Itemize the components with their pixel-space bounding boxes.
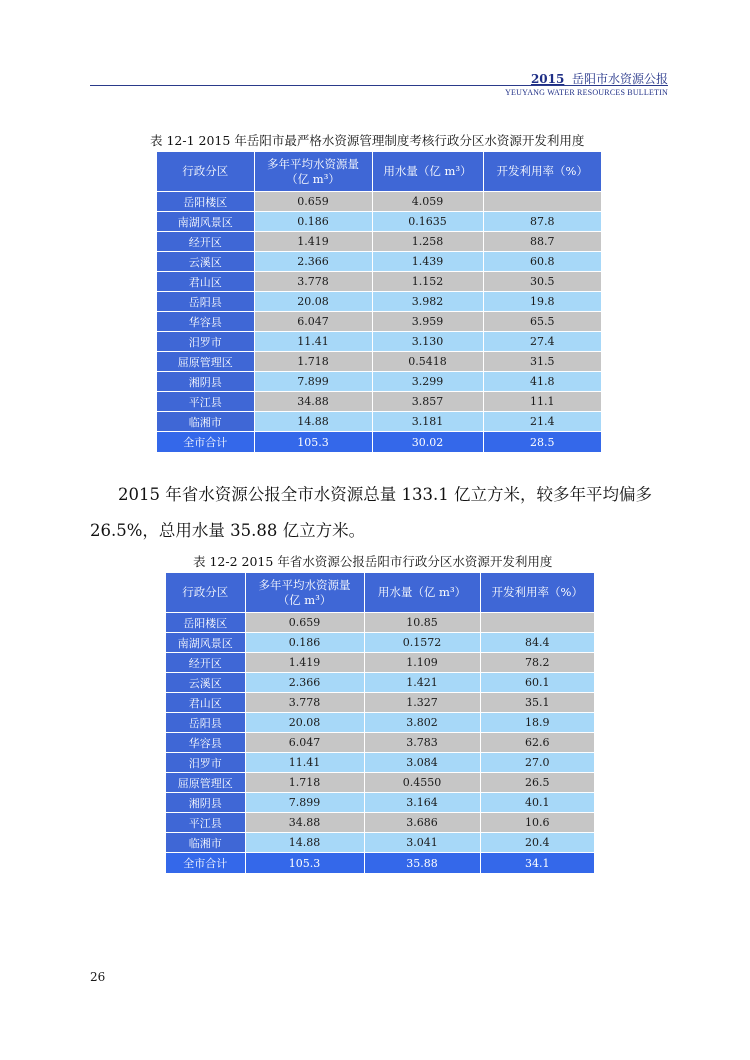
district-name-cell: 汨罗市 — [166, 753, 245, 773]
value-cell: 2.366 — [254, 252, 372, 272]
table-header-row — [157, 152, 601, 192]
table-row — [166, 773, 594, 793]
value-cell: 65.5 — [483, 312, 601, 332]
body-paragraph-line1: 2015 年省水资源公报全市水资源总量 133.1 亿立方米，较多年平均偏多 — [118, 485, 652, 504]
district-name-cell: 湘阴县 — [166, 793, 245, 813]
district-name-cell: 云溪区 — [157, 252, 254, 272]
value-cell: 0.186 — [245, 633, 364, 653]
value-cell: 34.88 — [254, 392, 372, 412]
value-cell: 2.366 — [245, 673, 364, 693]
column-header: 开发利用率（%） — [480, 573, 594, 613]
value-cell: 1.258 — [372, 232, 483, 252]
value-cell: 14.88 — [245, 833, 364, 853]
value-cell: 0.1635 — [372, 212, 483, 232]
value-cell: 62.6 — [480, 733, 594, 753]
value-cell: 1.419 — [254, 232, 372, 252]
column-header: 用水量（亿 m³） — [372, 152, 483, 192]
table-row — [157, 312, 601, 332]
value-cell: 1.419 — [245, 653, 364, 673]
value-cell: 0.186 — [254, 212, 372, 232]
district-name-cell: 华容县 — [166, 733, 245, 753]
value-cell: 27.0 — [480, 753, 594, 773]
value-cell: 88.7 — [483, 232, 601, 252]
value-cell: 40.1 — [480, 793, 594, 813]
value-cell — [480, 613, 594, 633]
table-row — [166, 653, 594, 673]
column-header: 用水量（亿 m³） — [364, 573, 480, 613]
value-cell: 11.1 — [483, 392, 601, 412]
value-cell: 4.059 — [372, 192, 483, 212]
value-cell: 3.164 — [364, 793, 480, 813]
value-cell: 84.4 — [480, 633, 594, 653]
table-row — [166, 613, 594, 633]
value-cell: 3.959 — [372, 312, 483, 332]
table-row — [157, 272, 601, 292]
district-name-cell: 南湖风景区 — [157, 212, 254, 232]
value-cell: 1.421 — [364, 673, 480, 693]
value-cell: 0.5418 — [372, 352, 483, 372]
table-row — [166, 633, 594, 653]
total-value-cell: 35.88 — [364, 853, 480, 874]
value-cell: 19.8 — [483, 292, 601, 312]
value-cell: 20.08 — [254, 292, 372, 312]
value-cell: 10.85 — [364, 613, 480, 633]
value-cell: 26.5 — [480, 773, 594, 793]
table-row — [157, 252, 601, 272]
table-row — [166, 693, 594, 713]
table1-caption: 表 12-1 2015 年岳阳市最严格水资源管理制度考核行政分区水资源开发利用度 — [150, 133, 585, 148]
district-name-cell: 华容县 — [157, 312, 254, 332]
value-cell: 78.2 — [480, 653, 594, 673]
district-name-cell: 云溪区 — [166, 673, 245, 693]
value-cell: 3.130 — [372, 332, 483, 352]
value-cell: 3.857 — [372, 392, 483, 412]
value-cell: 14.88 — [254, 412, 372, 432]
value-cell: 6.047 — [254, 312, 372, 332]
district-name-cell: 汨罗市 — [157, 332, 254, 352]
table-row — [157, 232, 601, 252]
value-cell: 3.181 — [372, 412, 483, 432]
table-row — [157, 372, 601, 392]
value-cell: 60.1 — [480, 673, 594, 693]
value-cell: 20.08 — [245, 713, 364, 733]
table-row — [166, 713, 594, 733]
value-cell: 31.5 — [483, 352, 601, 372]
value-cell: 3.299 — [372, 372, 483, 392]
table2-caption: 表 12-2 2015 年省水资源公报岳阳市行政分区水资源开发利用度 — [193, 554, 553, 569]
value-cell: 11.41 — [254, 332, 372, 352]
total-label-cell: 全市合计 — [157, 432, 254, 453]
value-cell: 3.084 — [364, 753, 480, 773]
column-header: 多年平均水资源量 （亿 m³） — [245, 573, 364, 613]
value-cell: 1.718 — [245, 773, 364, 793]
table1 — [157, 152, 601, 453]
table-row — [166, 793, 594, 813]
value-cell: 21.4 — [483, 412, 601, 432]
column-header: 开发利用率（%） — [483, 152, 601, 192]
district-name-cell: 临湘市 — [166, 833, 245, 853]
value-cell: 1.327 — [364, 693, 480, 713]
value-cell: 18.9 — [480, 713, 594, 733]
table-row — [157, 352, 601, 372]
table-total-row — [166, 853, 594, 874]
district-name-cell: 君山区 — [157, 272, 254, 292]
value-cell: 7.899 — [245, 793, 364, 813]
table-row — [157, 212, 601, 232]
district-name-cell: 岳阳县 — [157, 292, 254, 312]
table-header-row — [166, 573, 594, 613]
total-value-cell: 34.1 — [480, 853, 594, 874]
district-name-cell: 岳阳楼区 — [166, 613, 245, 633]
district-name-cell: 屈原管理区 — [157, 352, 254, 372]
table-row — [157, 392, 601, 412]
total-value-cell: 105.3 — [245, 853, 364, 874]
district-name-cell: 经开区 — [157, 232, 254, 252]
value-cell: 3.802 — [364, 713, 480, 733]
table-row — [166, 753, 594, 773]
table-total-row — [157, 432, 601, 453]
value-cell: 30.5 — [483, 272, 601, 292]
value-cell: 3.686 — [364, 813, 480, 833]
table2 — [166, 573, 594, 874]
value-cell: 0.659 — [245, 613, 364, 633]
table-row — [157, 192, 601, 212]
value-cell: 41.8 — [483, 372, 601, 392]
header-title-cn: 岳阳市水资源公报 — [571, 72, 668, 86]
total-value-cell: 28.5 — [483, 432, 601, 453]
value-cell: 7.899 — [254, 372, 372, 392]
value-cell: 0.1572 — [364, 633, 480, 653]
district-name-cell: 湘阴县 — [157, 372, 254, 392]
total-value-cell: 105.3 — [254, 432, 372, 453]
value-cell — [483, 192, 601, 212]
value-cell: 3.778 — [254, 272, 372, 292]
value-cell: 11.41 — [245, 753, 364, 773]
value-cell: 27.4 — [483, 332, 601, 352]
district-name-cell: 南湖风景区 — [166, 633, 245, 653]
table-row — [157, 292, 601, 312]
header-year: 2015 — [530, 72, 565, 86]
table-row — [166, 733, 594, 753]
value-cell: 0.4550 — [364, 773, 480, 793]
value-cell: 10.6 — [480, 813, 594, 833]
page-number: 26 — [90, 970, 106, 984]
value-cell: 3.783 — [364, 733, 480, 753]
value-cell: 1.718 — [254, 352, 372, 372]
district-name-cell: 平江县 — [157, 392, 254, 412]
district-name-cell: 岳阳县 — [166, 713, 245, 733]
total-value-cell: 30.02 — [372, 432, 483, 453]
district-name-cell: 君山区 — [166, 693, 245, 713]
value-cell: 6.047 — [245, 733, 364, 753]
value-cell: 34.88 — [245, 813, 364, 833]
value-cell: 1.109 — [364, 653, 480, 673]
value-cell: 0.659 — [254, 192, 372, 212]
value-cell: 3.778 — [245, 693, 364, 713]
header-rule — [90, 85, 668, 86]
body-paragraph-line2: 26.5%，总用水量 35.88 亿立方米。 — [90, 521, 366, 540]
value-cell: 1.439 — [372, 252, 483, 272]
value-cell: 60.8 — [483, 252, 601, 272]
column-header: 多年平均水资源量 （亿 m³） — [254, 152, 372, 192]
table-row — [157, 332, 601, 352]
value-cell: 1.152 — [372, 272, 483, 292]
header-title-en: YEUYANG WATER RESOURCES BULLETIN — [505, 88, 668, 97]
column-header: 行政分区 — [157, 152, 254, 192]
value-cell: 3.982 — [372, 292, 483, 312]
district-name-cell: 临湘市 — [157, 412, 254, 432]
value-cell: 87.8 — [483, 212, 601, 232]
column-header: 行政分区 — [166, 573, 245, 613]
total-label-cell: 全市合计 — [166, 853, 245, 874]
value-cell: 35.1 — [480, 693, 594, 713]
district-name-cell: 岳阳楼区 — [157, 192, 254, 212]
table-row — [166, 673, 594, 693]
value-cell: 20.4 — [480, 833, 594, 853]
district-name-cell: 经开区 — [166, 653, 245, 673]
table-row — [157, 412, 601, 432]
table-row — [166, 813, 594, 833]
district-name-cell: 屈原管理区 — [166, 773, 245, 793]
table-row — [166, 833, 594, 853]
district-name-cell: 平江县 — [166, 813, 245, 833]
value-cell: 3.041 — [364, 833, 480, 853]
